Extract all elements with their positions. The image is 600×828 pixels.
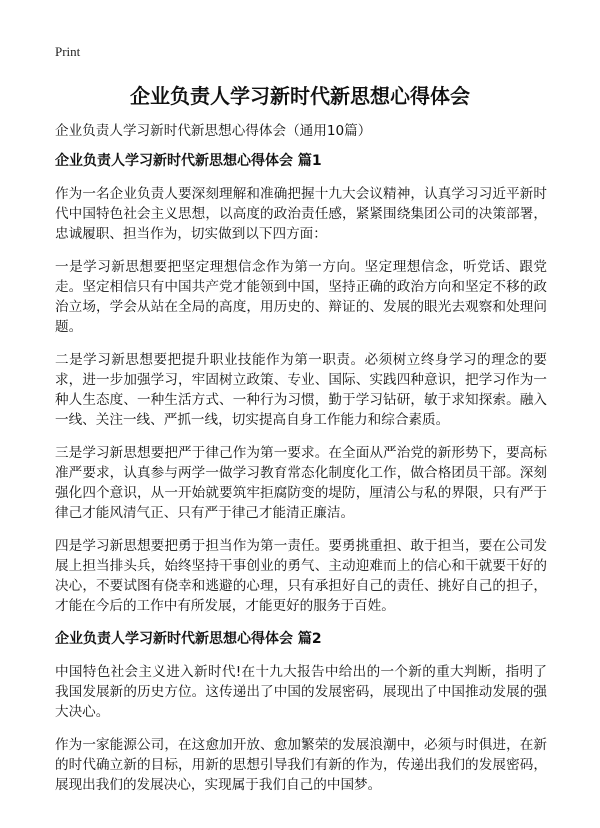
paragraph: 作为一家能源公司，在这愈加开放、愈加繁荣的发展浪潮中，必须与时俱进，在新的时代确立新的目标，用新的思想引导我们有新的作为，传递出我们的发展密码，展现出我们的发展决心，实现属于我们自己的中国梦。 — [55, 737, 547, 793]
paragraph: 三是学习新思想要把严于律己作为第一要求。在全面从严治党的新形势下，要高标准严要求，认真参与两学一做学习教育常态化制度化工作，做合格团员干部。深刻强化四个意识，从一开始就要筑牢拒腐防变的堤防，厘清公与私的界限，只有严于律己才能风清气正、只有严于律己才能清正廉洁。 — [55, 445, 547, 521]
document-subtitle: 企业负责人学习新时代新思想心得体会（通用10篇） — [55, 123, 372, 139]
paragraph: 中国特色社会主义进入新时代!在十九大报告中给出的一个新的重大判断，指明了我国发展新的历史方位。这传递出了中国的发展密码，展现出了中国推动发展的强大决心。 — [55, 664, 547, 720]
paragraph: 四是学习新思想要把勇于担当作为第一责任。要勇挑重担、敢于担当，要在公司发展上担当排头兵，始终坚持干事创业的勇气、主动迎难而上的信心和干就要干好的决心，不要试图有侥幸和逃避的心理，只有承担好自己的责任、挑好自己的担子，才能在今后的工作中有所发展，才能更好的服务于百姓。 — [55, 538, 547, 614]
section-heading: 企业负责人学习新时代新思想心得体会 篇2 — [55, 631, 322, 647]
paragraph: 一是学习新思想要把坚定理想信念作为第一方向。坚定理想信念，听党话、跟党走。坚定相信只有中国共产党才能领到中国，坚持正确的政治方向和坚定不移的政治立场，学会从站在全局的高度，用历史的、辩证的、发展的眼光去观察和处理问题。 — [55, 259, 547, 335]
paragraph: 二是学习新思想要把提升职业技能作为第一职责。必须树立终身学习的理念的要求，进一步加强学习，牢固树立政策、专业、国际、实践四种意识，把学习作为一种人生态度、一种生活方式、一种行为习惯，勤于学习钻研，敏于求知探索。融入一线、关注一线、严抓一线，切实提高自身工作能力和综合素质。 — [55, 352, 547, 428]
print-link[interactable]: Print — [55, 44, 81, 59]
document-body — [55, 121, 547, 808]
page-title: 企业负责人学习新时代新思想心得体会 — [130, 84, 470, 108]
section-heading: 企业负责人学习新时代新思想心得体会 篇1 — [55, 153, 322, 169]
paragraph: 作为一名企业负责人要深刻理解和准确把握十九大会议精神，认真学习习近平新时代中国特色社会主义思想，以高度的政治责任感，紧紧围绕集团公司的决策部署，忠诚履职、担当作为，切实做到以下四方面： — [55, 186, 547, 242]
